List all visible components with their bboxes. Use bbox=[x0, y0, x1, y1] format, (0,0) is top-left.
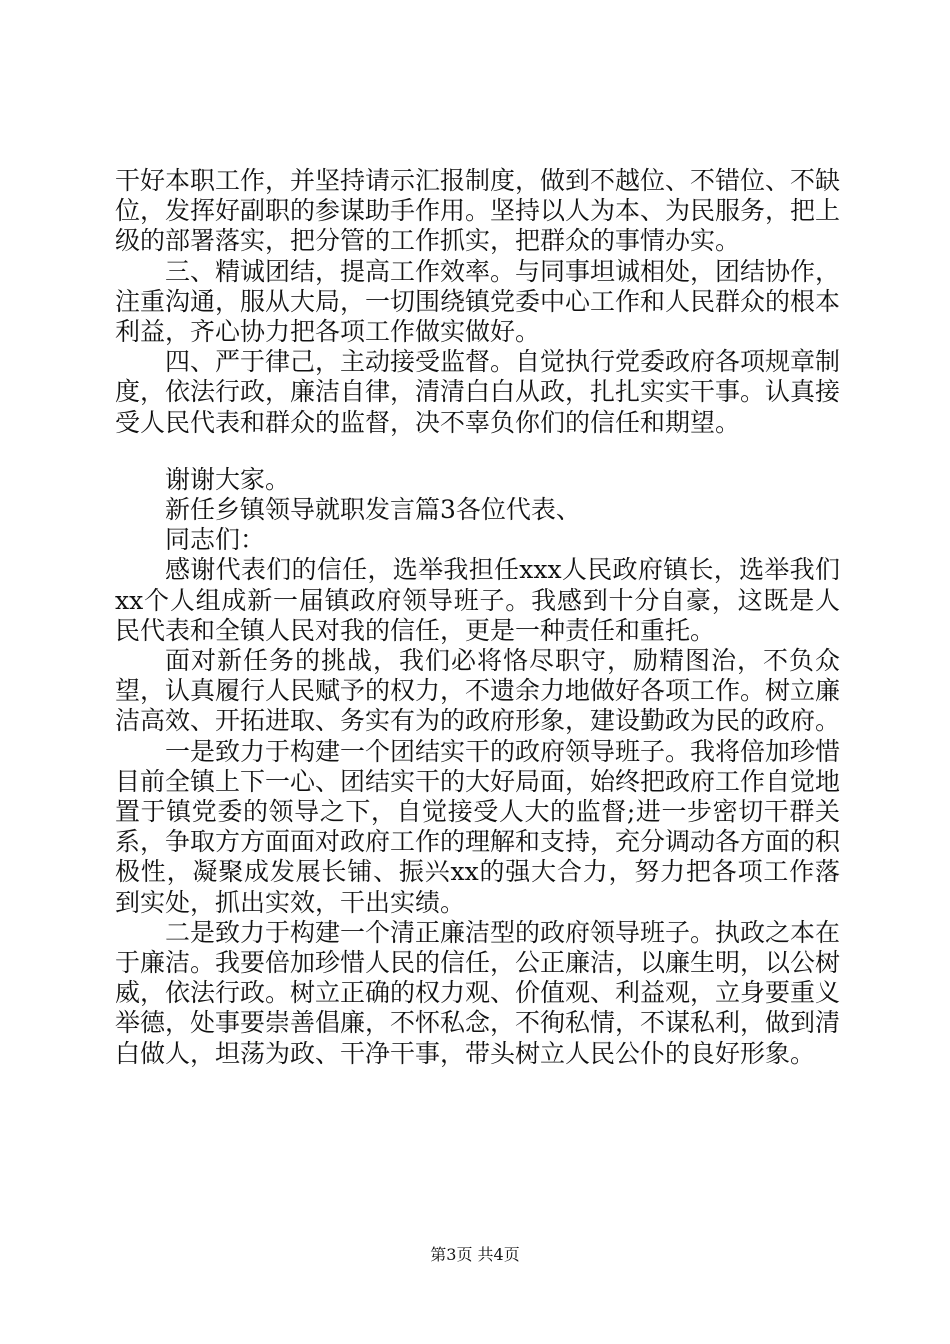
document-body bbox=[115, 166, 840, 1069]
paragraph-point-one: 一是致力于构建一个团结实干的政府领导班子。我将倍加珍惜目前全镇上下一心、团结实干的大好局面，始终把政府工作自觉地置于镇党委的领导之下，自觉接受人大的监督;进一步密切干群关系，争取方方面面对政府工作的理解和支持，充分调动各方面的积极性，凝聚成发展长铺、振兴xx的强大合力，努力把各项工作落到实处，抓出实效，干出实绩。 bbox=[115, 736, 841, 917]
salutation: 同志们： bbox=[165, 525, 266, 555]
paragraph-challenge: 面对新任务的挑战，我们必将恪尽职守，励精图治，不负众望，认真履行人民赋予的权力，不遗余力地做好各项工作。树立廉洁高效、开拓进取、务实有为的政府形象，建设勤政为民的政府。 bbox=[115, 646, 841, 736]
paragraph-continued: 干好本职工作，并坚持请示汇报制度，做到不越位、不错位、不缺位，发挥好副职的参谋助手作用。坚持以人为本、为民服务，把上级的部署落实，把分管的工作抓实，把群众的事情办实。 bbox=[115, 166, 841, 256]
paragraph-gratitude: 感谢代表们的信任，选举我担任xxx人民政府镇长，选举我们xx个人组成新一届镇政府领导班子。我感到十分自豪，这既是人民代表和全镇人民对我的信任，更是一种责任和重托。 bbox=[115, 555, 840, 645]
paragraph-point-two: 二是致力于构建一个清正廉洁型的政府领导班子。执政之本在于廉洁。我要倍加珍惜人民的信任，公正廉洁，以廉生明，以公树威，依法行政。树立正确的权力观、价值观、利益观，立身要重义举德，处事要崇善倡廉，不怀私念，不徇私情，不谋私利，做到清白做人，坦荡为政、干净干事，带头树立人民公仆的良好形象。 bbox=[115, 917, 841, 1068]
paragraph-point-four: 四、严于律己，主动接受监督。自觉执行党委政府各项规章制度，依法行政，廉洁自律，清清白白从政，扎扎实实干事。认真接受人民代表和群众的监督，决不辜负你们的信任和期望。 bbox=[115, 347, 841, 437]
paragraph-gap bbox=[115, 438, 840, 465]
page-number-footer: 第3页 共4页 bbox=[430, 1245, 520, 1264]
thanks-line: 谢谢大家。 bbox=[165, 464, 291, 494]
paragraph-point-three: 三、精诚团结，提高工作效率。与同事坦诚相处，团结协作，注重沟通，服从大局，一切围绕镇党委中心工作和人民群众的根本利益，齐心协力把各项工作做实做好。 bbox=[115, 256, 841, 347]
section-title: 新任乡镇领导就职发言篇3各位代表、 bbox=[165, 495, 581, 525]
